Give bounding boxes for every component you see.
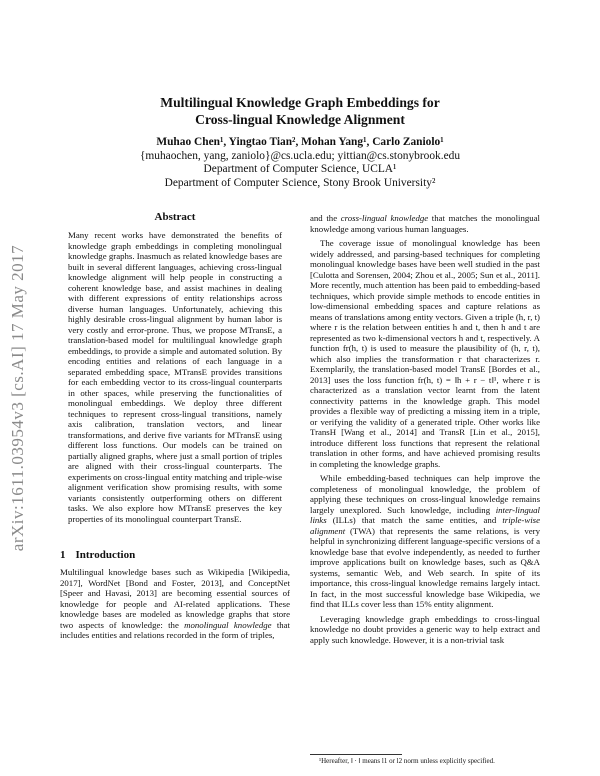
title-line-1: Multilingual Knowledge Graph Embeddings for xyxy=(160,95,440,110)
author-names: Muhao Chen¹, Yingtao Tian², Mohan Yang¹, Carlo Zaniolo¹ xyxy=(156,136,444,148)
right-paragraph-1: The coverage issue of monolingual knowledge has been widely addressed, and parsing-based techniques for completing monolingual knowledge bases have been well studied in the past [Culotta and Sorensen, 2004; Zhou et al., 2005; Sun et al., 2011]. More recently, much attention has been paid to embedding-based techniques, which provide simple methods to encode entities in low-dimensional embedding spaces and capture relations as means of translations among entity vectors. Given a triple (h, r, t) where r is the relation between entities h and t, then h and t are represented as two k-dimensional vectors h and t, respectively. A function fr(h, t) is used to measure the plausibility of (h, r, t), which also implies the transformation r that characterizes r. Exemplarily, the translation-based model TransE [Bordes et al., 2013] uses the loss function fr(h, t) = ‖h + r − t‖¹, where r is characterized as a translation vector learnt from the latent connectivity patterns in the knowledge graph. This model provides a flexible way of predicting a missing item in a triple, or verifying the validity of a generated triple. Other works like TransH [Wang et al., 2014] and TransR [Lin et al., 2015], introduce different loss functions that represent the relational translation in other forms, and have achieved promising results in completing the knowledge graphs. xyxy=(310,238,540,469)
intro-paragraph xyxy=(60,567,290,641)
right-p2-text-c: (TWA) that represents the same relations, is very helpful in synchronizing different language-specific versions of a knowledge base that evolve independently, as needed to further improve applications built on knowledge bases, such as Q&A systems, semantic Web, and Web search. In spite of its importance, this cross-lingual knowledge remains largely intact. In fact, in the most successful knowledge base Wikipedia, we find that ILLs cover less than 15% entity alignment. xyxy=(310,525,540,609)
section-number: 1 xyxy=(60,549,66,561)
intro-emphasis: monolingual knowledge xyxy=(184,619,272,630)
introduction-heading xyxy=(60,549,290,561)
abstract-heading: Abstract xyxy=(154,211,196,223)
author-emails: {muhaochen, yang, zaniolo}@cs.ucla.edu; yittian@cs.stonybrook.edu xyxy=(139,149,461,162)
right-paragraph-0 xyxy=(310,213,540,234)
right-p2-emphasis-2: triple-wise alignment xyxy=(310,515,540,536)
intro-text-b: that includes entities and relations recorded in the form of triples, xyxy=(60,619,291,640)
paper-title xyxy=(60,94,540,128)
right-p2-text-a: While embedding-based techniques can help improve the completeness of monolingual knowledge, the problem of applying these techniques on cross-lingual knowledge remains largely unexplored. Such knowledge, including xyxy=(310,473,540,515)
right-paragraph-3: Leveraging knowledge graph embeddings to cross-lingual knowledge no doubt provides a generic way to help extract and apply such knowledge. However, it is a non-trivial task xyxy=(310,613,540,645)
arxiv-stamp xyxy=(5,208,31,588)
affiliation-stony-brook: Department of Computer Science, Stony Brook University² xyxy=(164,176,436,189)
right-p0-text-b: that matches the monolingual knowledge among various human languages. xyxy=(310,213,541,234)
right-p2-emphasis-1: inter-lingual links xyxy=(310,504,540,525)
left-column xyxy=(60,211,290,641)
arxiv-stamp-text: arXiv:1611.03954v3 [cs.AI] 17 May 2017 xyxy=(8,244,28,552)
right-p0-emphasis: cross-lingual knowledge xyxy=(340,213,429,223)
section-title: Introduction xyxy=(75,549,136,561)
right-p0-text-a: and the xyxy=(310,213,341,223)
title-line-2: Cross-lingual Knowledge Alignment xyxy=(195,112,405,127)
author-block xyxy=(40,136,560,190)
footnote-rule xyxy=(310,754,402,755)
right-p2-text-b: (ILLs) that match the same entities, and xyxy=(326,515,503,525)
affiliation-ucla: Department of Computer Science, UCLA¹ xyxy=(203,163,397,175)
right-paragraph-2 xyxy=(310,473,540,610)
footnote: ¹Hereafter, ‖ · ‖ means l1 or l2 norm unless explicitly specified. xyxy=(319,757,495,765)
right-column xyxy=(310,213,540,645)
abstract-text: Many recent works have demonstrated the benefits of knowledge graph embeddings in completing monolingual knowledge graphs. Inasmuch as related knowledge bases are built in several different languages, achieving cross-lingual knowledge alignment will help people in constructing a coherent knowledge base, and assist machines in dealing with different expressions of entity relationships across diverse human languages. Unfortunately, achieving this highly desirable cross-lingual alignment by human labor is very costly and error-prone. Thus, we propose MTransE, a translation-based model for multilingual knowledge graph embeddings, to provide a simple and automated solution. By encoding entities and relations of each language in a separated embedding space, MTransE provides transitions for each embedding vector to its cross-lingual counterparts in other spaces, while preserving the functionalities of monolingual embeddings. We deploy three different techniques to represent cross-lingual transitions, namely axis calibration, translation vectors, and linear transformations, and derive five variants for MTransE using different loss functions. Our models can be trained on partially aligned graphs, where just a small portion of triples are aligned with their cross-lingual counterparts. The experiments on cross-lingual entity matching and triple-wise alignment verification show promising results, with some variants consistently outperforming others on different tasks. We also explore how MTransE preserves the key properties of its monolingual counterpart TransE. xyxy=(68,230,282,524)
intro-text-a: Multilingual knowledge bases such as Wikipedia [Wikipedia, 2017], WordNet [Bond and Foster, 2013], and ConceptNet [Speer and Havasi, 2013] are becoming essential sources of knowledge for people and AI-related applications. These knowledge bases are modeled as knowledge graphs that store two aspects of knowledge: the xyxy=(60,567,290,630)
